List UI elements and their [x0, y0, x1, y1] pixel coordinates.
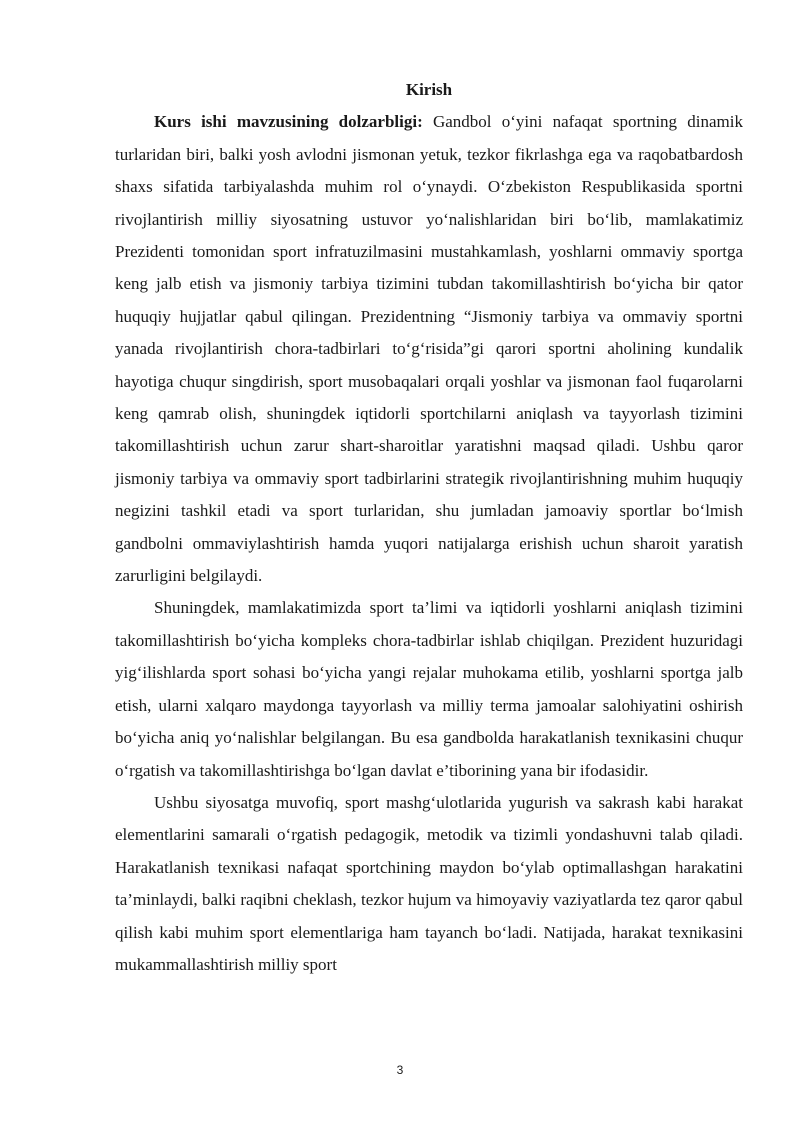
section-title: Kirish	[405, 80, 453, 99]
paragraph-education-policy	[115, 592, 743, 786]
paragraph-text: Gandbol o‘yini nafaqat sportning dinamik turlaridan biri, balki yosh avlodni jismonan yetuk, tezkor fikrlashga ega va raqobatbardosh shaxs sifatida tarbiyalashda muhim rol o‘ynaydi. O‘zbekiston Respublikasida sportni rivojlantirish milliy siyosatning ustuvor yo‘nalishlaridan biri bo‘lib, mamlakatimiz Prezidenti tomonidan sport infratuzilmasini mustahkamlash, yoshlarni ommaviy sportga keng jalb etish va jismoniy tarbiya tizimini tubdan takomillashtirish bo‘yicha bir qator huquqiy hujjatlar qabul qilingan. Prezidentning “Jismoniy tarbiya va ommaviy sportni yanada rivojlantirish chora-tadbirlari to‘g‘risida”gi qarori sportni aholining kundalik hayotiga chuqur singdirish, sport musobaqalari orqali yoshlar va jismonan faol fuqarolarni keng qamrab olish, shuningdek iqtidorli sportchilarni aniqlash va tayyorlash tizimini takomillashtirish uchun zarur shart-sharoitlar yaratishni maqsad qiladi. Ushbu qaror jismoniy tarbiya va ommaviy sport tadbirlarini strategik rivojlantirishning muhim huquqiy negizini tashkil etadi va sport turlaridan, shu jumladan jamoaviy sportlar bo‘lmish gandbolni ommaviylashtirish hamda yuqori natijalarga erishish uchun sharoit yaratish zarurligini belgilaydi.	[115, 112, 743, 586]
paragraph-relevance	[115, 106, 743, 592]
paragraph-text: Ushbu siyosatga muvofiq, sport mashg‘ulotlarida yugurish va sakrash kabi harakat elementlarini samarali o‘rgatish pedagogik, metodik va tizimli yondashuvni talab qiladi. Harakatlanish texnikasi nafaqat sportchining maydon bo‘ylab optimallashgan harakatini ta’minlaydi, balki raqibni cheklash, tezkor hujum va himoyaviy vaziyatlarda tez qaror qabul qilish kabi muhim sport elementlariga ham tayanch bo‘ladi. Natijada, harakat texnikasini mukammallashtirish milliy sport	[115, 792, 743, 974]
page-number: 3	[396, 1063, 404, 1077]
document-body	[115, 74, 743, 981]
paragraph-text: Shuningdek, mamlakatimizda sport ta’limi va iqtidorli yoshlarni aniqlash tizimini takomillashtirish bo‘yicha kompleks chora-tadbirlar ishlab chiqilgan. Prezident huzuridagi yig‘ilishlarda sport sohasi bo‘yicha yangi rejalar muhokama etilib, yoshlarni sportga jalb etish, ularni xalqaro maydonga tayyorlash va milliy terma jamoalar salohiyatini oshirish bo‘yicha aniq yo‘nalishlar belgilangan. Bu esa gandbolda harakatlanish texnikasini chuqur o‘rgatish va takomillashtirishga bo‘lgan davlat e’tiborining yana bir ifodasidir.	[115, 598, 743, 780]
paragraph-lead-heading: Kurs ishi mavzusining dolzarbligi:	[154, 112, 423, 132]
paragraph-training-methods	[115, 787, 743, 981]
